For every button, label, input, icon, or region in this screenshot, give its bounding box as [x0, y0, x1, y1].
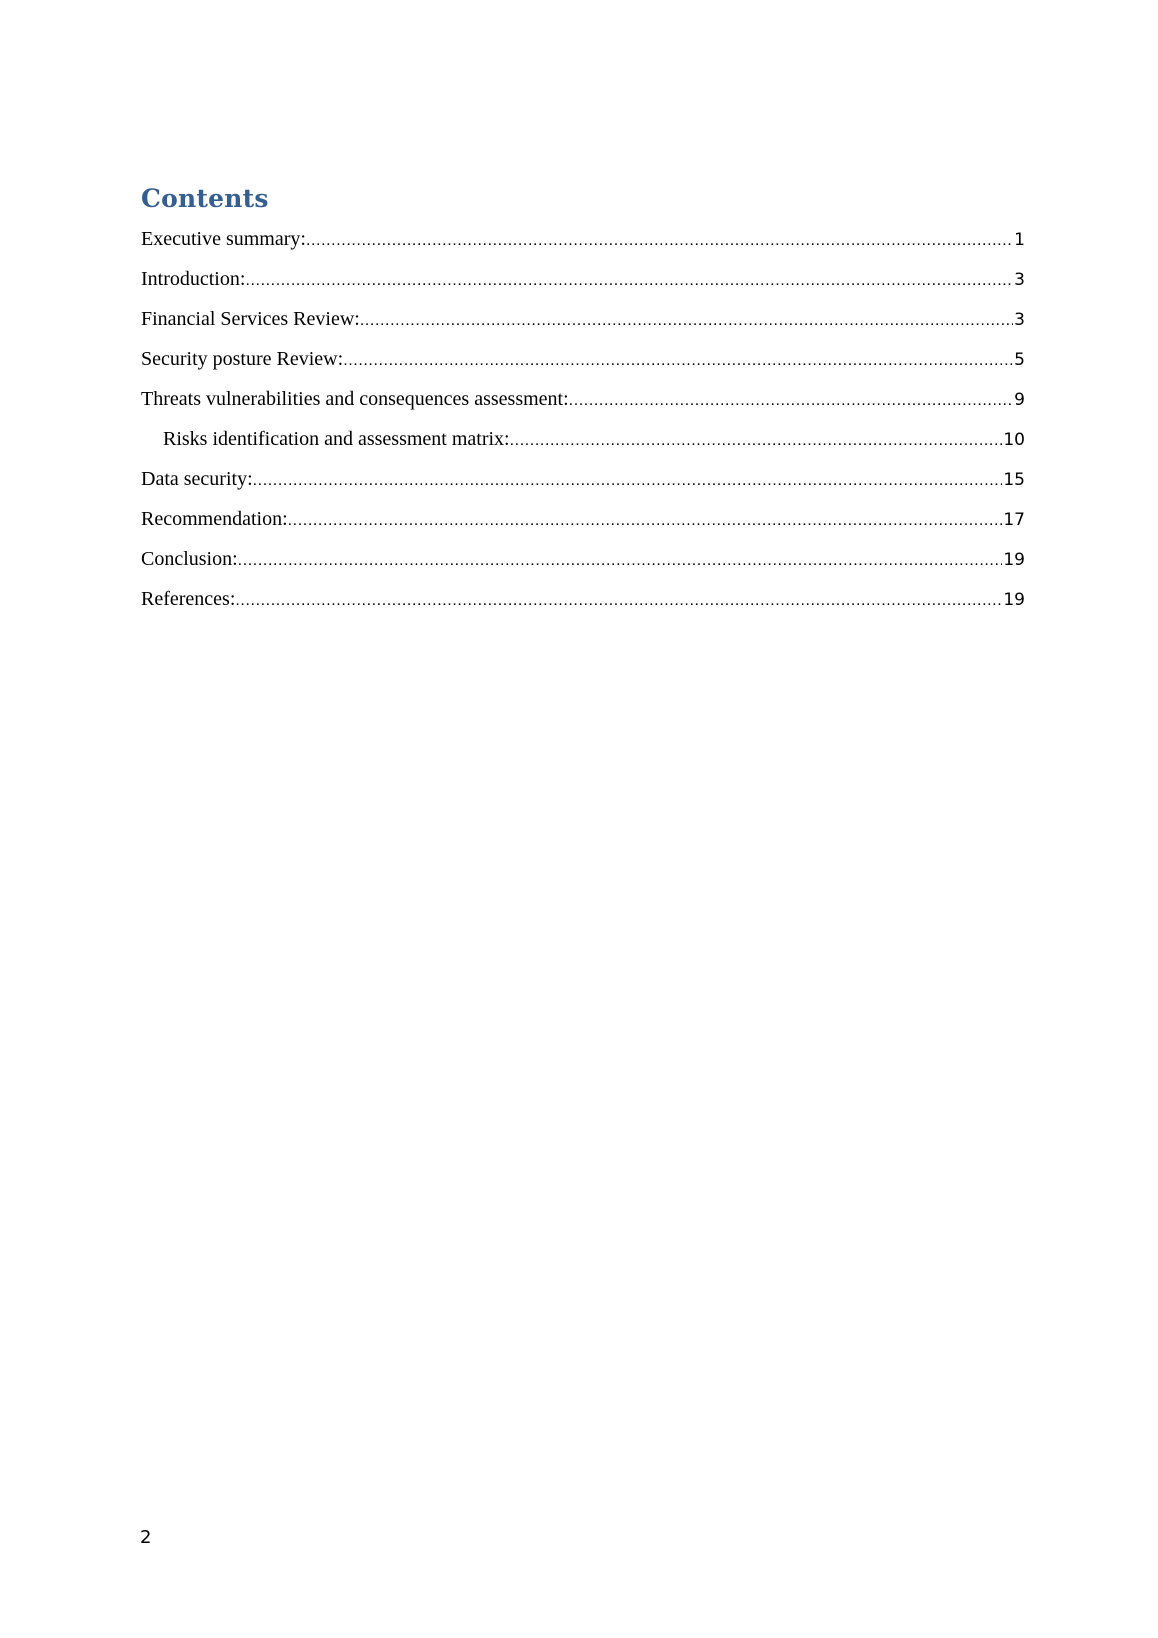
toc-entry-page: 19	[1003, 590, 1025, 610]
toc-entry-conclusion[interactable]	[141, 542, 1025, 582]
toc-entry-title: Threats vulnerabilities and consequences assessment:	[141, 388, 569, 410]
toc-heading: Contents	[141, 184, 269, 213]
toc-dot-leader	[343, 344, 1013, 378]
toc-entry-page: 3	[1014, 270, 1025, 290]
toc-entry-page: 1	[1014, 230, 1025, 250]
toc-entry-security-posture-review[interactable]	[141, 342, 1025, 382]
toc-entry-page: 3	[1014, 310, 1025, 330]
toc-entry-executive-summary[interactable]	[141, 222, 1025, 262]
page-number: 2	[140, 1527, 152, 1548]
toc-dot-leader	[235, 584, 1002, 618]
toc-entry-recommendation[interactable]	[141, 502, 1025, 542]
toc-entry-page: 9	[1014, 390, 1025, 410]
toc-dot-leader	[288, 504, 1003, 538]
toc-entry-title: Security posture Review:	[141, 348, 344, 370]
toc-entry-references[interactable]	[141, 582, 1025, 622]
toc-entry-risks-matrix[interactable]	[141, 422, 1025, 462]
toc-entry-title: References:	[141, 588, 236, 610]
toc-entry-page: 5	[1014, 350, 1025, 370]
toc-entry-title: Conclusion:	[141, 548, 238, 570]
toc-dot-leader	[360, 304, 1013, 338]
toc-entry-title: Executive summary:	[141, 228, 306, 250]
toc-entry-page: 10	[1003, 430, 1025, 450]
toc-entry-page: 19	[1003, 550, 1025, 570]
toc-dot-leader	[510, 424, 1003, 458]
toc-dot-leader	[245, 264, 1013, 298]
toc-entry-page: 15	[1003, 470, 1025, 490]
toc-entry-introduction[interactable]	[141, 262, 1025, 302]
toc-entry-title: Financial Services Review:	[141, 308, 360, 330]
toc-entry-title: Introduction:	[141, 268, 246, 290]
toc-dot-leader	[238, 544, 1003, 578]
toc-dot-leader	[569, 384, 1014, 418]
toc-entry-title: Data security:	[141, 468, 253, 490]
toc-entry-data-security[interactable]	[141, 462, 1025, 502]
toc-entry-title: Risks identification and assessment matrix:	[163, 428, 510, 450]
toc-entry-title: Recommendation:	[141, 508, 288, 530]
toc-dot-leader	[253, 464, 1003, 498]
toc-dot-leader	[306, 224, 1013, 258]
table-of-contents	[141, 222, 1025, 622]
toc-entry-threats-assessment[interactable]	[141, 382, 1025, 422]
toc-entry-financial-services-review[interactable]	[141, 302, 1025, 342]
toc-entry-page: 17	[1003, 510, 1025, 530]
